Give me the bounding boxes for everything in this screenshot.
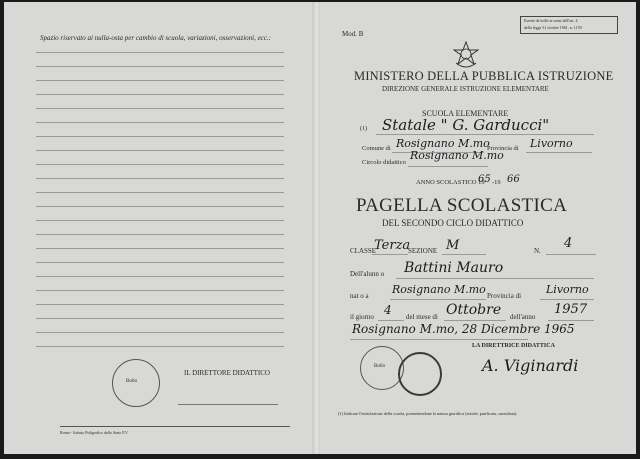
numero-value: 4	[564, 236, 573, 251]
anno-scolastico-to: 66	[507, 174, 520, 185]
exemption-note-1: Esente da bollo ai sensi dell'art. 4	[524, 18, 578, 23]
luogo-data-line	[350, 339, 528, 340]
school-name: Statale " G. Garducci"	[382, 116, 550, 134]
circolo-line	[408, 166, 488, 167]
directorate-title: DIREZIONE GENERALE ISTRUZIONE ELEMENTARE	[382, 85, 549, 93]
sezione-line	[442, 254, 486, 255]
nato-value: Rosignano M.mo	[392, 283, 486, 296]
comune-label: Comune di	[362, 145, 391, 152]
numero-label: N.	[534, 247, 541, 255]
left-seal-label: Bollo	[126, 379, 138, 384]
mese-label: del mese di	[406, 313, 438, 321]
anno-scolastico-label: ANNO SCOLASTICO 19	[416, 179, 485, 186]
director-signature-label: IL DIRETTORE DIDATTICO	[184, 369, 270, 377]
exemption-note-2: della legge 31 ottobre 1961, n. 1159	[524, 25, 582, 30]
mese-value: Ottobre	[446, 302, 502, 318]
anno-nascita-value: 1957	[554, 302, 588, 317]
school-footnote-marker: (1)	[360, 126, 367, 132]
nato-provincia-value: Livorno	[546, 283, 589, 296]
numero-line	[546, 254, 596, 255]
provincia-value: Livorno	[530, 137, 573, 150]
alunno-value: Battini Mauro	[404, 260, 504, 276]
provincia-label: Provincia di	[487, 145, 519, 152]
director-signature: A. Viginardi	[482, 356, 579, 375]
provincia-line	[526, 152, 592, 153]
luogo-data: Rosignano M.mo, 28 Dicembre 1965	[352, 322, 575, 336]
circolo-value: Rosignano M.mo	[410, 149, 504, 162]
comune-value: Rosignano M.mo	[396, 137, 490, 150]
page-fold	[312, 2, 320, 454]
giorno-label: il giorno	[350, 313, 374, 321]
nato-provincia-label: Provincia di	[487, 292, 522, 300]
report-card-title: PAGELLA SCOLASTICA	[356, 195, 568, 216]
circolo-label: Circolo didattico	[362, 159, 406, 166]
anno-nascita-line	[548, 320, 594, 321]
giorno-value: 4	[384, 303, 392, 317]
anno-scolastico-from: 65	[478, 174, 491, 185]
giorno-line	[378, 320, 404, 321]
sezione-value: M	[446, 238, 460, 253]
nato-provincia-line	[540, 299, 594, 300]
anno-scolastico-separator: -19	[492, 179, 501, 186]
printer-line	[60, 426, 290, 427]
reserved-space-note: Spazio riservato ai nulla-osta per cambio di scuola, variazioni, osservazioni, ecc.:	[40, 34, 271, 42]
printer-note: Roma - Istituto Poligrafico dello Stato P.V.	[60, 430, 129, 435]
classe-value: Terza	[374, 238, 411, 253]
director-signature-line	[178, 404, 278, 405]
sezione-label: SEZIONE	[408, 247, 438, 255]
model-label: Mod. B	[342, 30, 364, 38]
school-type: SCUOLA ELEMENTARE	[422, 109, 509, 118]
ministry-title: MINISTERO DELLA PUBBLICA ISTRUZIONE	[354, 69, 614, 83]
mese-line	[444, 320, 506, 321]
alunno-line	[396, 278, 594, 279]
official-stamp-circle	[398, 352, 442, 396]
report-card-subtitle: DEL SECONDO CICLO DIDATTICO	[382, 218, 524, 228]
nato-line	[390, 299, 486, 300]
right-seal-label: Bollo	[374, 364, 386, 369]
director-title: LA DIRETTRICE DIDATTICA	[472, 343, 555, 349]
footnote: (1) Indicare l'intitolazione della scuola, premettendone la natura giuridica (statale, parificata, sussidiata).	[338, 411, 518, 416]
school-name-line	[376, 134, 594, 135]
nato-label: nat o a	[350, 292, 369, 300]
anno-nascita-label: dell'anno	[510, 313, 536, 321]
classe-line	[372, 254, 408, 255]
alunno-label: Dell'alunn o	[350, 270, 385, 278]
italian-republic-emblem-icon	[453, 41, 479, 69]
classe-label: CLASSE	[350, 247, 377, 255]
